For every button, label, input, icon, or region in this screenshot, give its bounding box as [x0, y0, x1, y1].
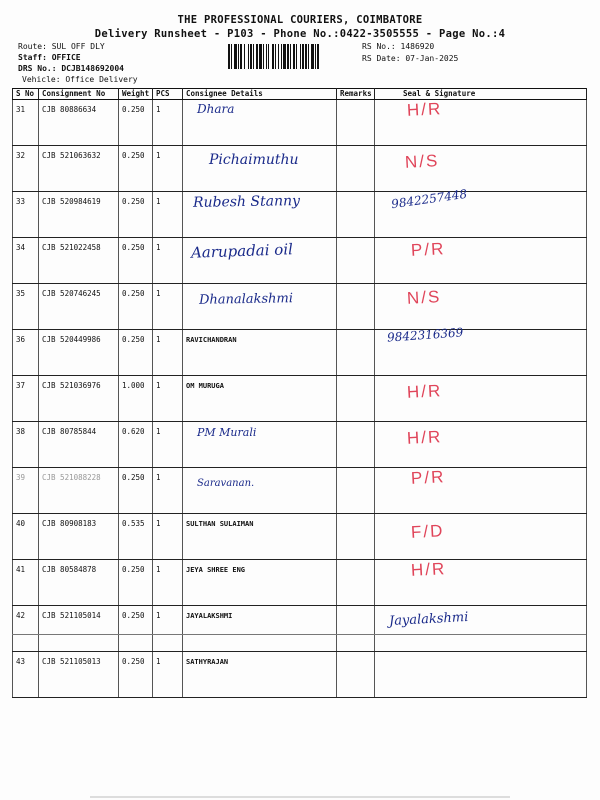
row-seal-signature	[375, 376, 587, 422]
col-sno: S No	[13, 89, 39, 100]
row-remarks	[337, 422, 375, 468]
row-pcs: 1	[153, 238, 183, 284]
row-pcs: 1	[153, 468, 183, 514]
row-sno: 34	[13, 238, 39, 284]
row-consignment-no: CJB 80785844	[39, 422, 119, 468]
row-seal-signature	[375, 606, 587, 652]
delivery-status-mark: F/D	[410, 521, 445, 542]
row-remarks	[337, 284, 375, 330]
row-consignment-no: CJB 521105013	[39, 652, 119, 698]
consignee-name-typed: OM MURUGA	[186, 382, 224, 390]
row-consignment-no: CJB 521088228	[39, 468, 119, 514]
consignee-name-handwritten: Rubesh Stanny	[192, 193, 301, 211]
receiver-signature: 9842316369	[386, 325, 464, 345]
row-consignee-details	[183, 514, 337, 560]
runsheet-table	[12, 88, 587, 698]
consignee-name-handwritten: Dhara	[197, 102, 235, 116]
row-weight: 0.250	[119, 330, 153, 376]
row-weight: 0.250	[119, 238, 153, 284]
row-weight: 0.250	[119, 652, 153, 698]
row-seal-signature	[375, 325, 587, 376]
consignee-name-typed: JAYALAKSHMI	[186, 612, 233, 620]
row-consignment-no: CJB 520984619	[39, 192, 119, 238]
row-consignee-details	[183, 468, 337, 514]
row-remarks	[337, 238, 375, 284]
row-sno: 35	[13, 284, 39, 330]
rs-date: RS Date: 07-Jan-2025	[362, 54, 459, 63]
row-seal-signature	[375, 468, 587, 514]
table-row	[13, 652, 587, 698]
row-consignment-no: CJB 521063632	[39, 146, 119, 192]
delivery-status-mark: H/R	[406, 381, 443, 402]
row-pcs: 1	[153, 284, 183, 330]
row-consignee-details	[183, 560, 337, 606]
row-weight: 0.620	[119, 422, 153, 468]
table-row	[13, 192, 587, 238]
consignee-name-handwritten: Aarupadai oil	[190, 240, 294, 262]
row-seal-signature	[375, 422, 587, 468]
row-pcs: 1	[153, 560, 183, 606]
row-remarks	[337, 514, 375, 560]
row-sno: 32	[13, 146, 39, 192]
row-remarks	[337, 560, 375, 606]
row-weight: 0.250	[119, 284, 153, 330]
row-consignee-details	[183, 192, 337, 238]
row-pcs: 1	[153, 146, 183, 192]
row-pcs: 1	[153, 376, 183, 422]
row-pcs: 1	[153, 330, 183, 376]
row-consignee-details	[183, 238, 337, 284]
row-sno: 39	[13, 468, 39, 514]
row-consignment-no: CJB 80886634	[39, 100, 119, 146]
row-consignee-details	[183, 422, 337, 468]
delivery-status-mark: H/R	[406, 427, 443, 448]
row-sno: 36	[13, 330, 39, 376]
drs-number: DRS No.: DCJB148692004	[18, 64, 124, 73]
row-weight: 0.250	[119, 606, 153, 652]
row-remarks	[337, 468, 375, 514]
row-remarks	[337, 652, 375, 698]
table-row	[13, 238, 587, 284]
receiver-signature: 9842257448	[390, 186, 468, 212]
row-seal-signature	[375, 284, 587, 330]
consignee-name-handwritten: Pichaimuthu	[209, 152, 299, 168]
consignee-name-typed: RAVICHANDRAN	[186, 336, 237, 344]
page-footer-rule	[90, 796, 510, 798]
row-consignment-no: CJB 80584878	[39, 560, 119, 606]
row-pcs: 1	[153, 100, 183, 146]
row-remarks	[337, 606, 375, 652]
row-seal-signature	[375, 560, 587, 606]
row-seal-signature	[375, 146, 587, 192]
table-row	[13, 330, 587, 376]
delivery-status-mark: P/R	[410, 467, 446, 488]
row-pcs: 1	[153, 606, 183, 652]
rs-number: RS No.: 1486920	[362, 42, 435, 51]
consignee-name-typed: SULTHAN SULAIMAN	[186, 520, 254, 528]
row-weight: 0.250	[119, 468, 153, 514]
consignee-name-handwritten: Dhanalakshmi	[198, 291, 294, 308]
col-pcs: PCS	[153, 89, 183, 100]
row-sno: 41	[13, 560, 39, 606]
consignee-name-typed: JEYA SHREE ENG	[186, 566, 246, 574]
row-seal-signature	[375, 514, 587, 560]
row-seal-signature	[375, 186, 587, 238]
col-seal-signature: Seal & Signature	[375, 89, 587, 100]
consignee-name-typed: SATHYRAJAN	[186, 658, 229, 666]
table-row	[13, 376, 587, 422]
row-sno: 40	[13, 514, 39, 560]
row-weight: 1.000	[119, 376, 153, 422]
table-row	[13, 422, 587, 468]
delivery-status-mark: P/R	[410, 239, 446, 260]
row-consignment-no: CJB 520746245	[39, 284, 119, 330]
row-consignee-details	[183, 284, 337, 330]
table-row	[13, 606, 587, 652]
table-row	[13, 146, 587, 192]
row-consignment-no: CJB 521105014	[39, 606, 119, 652]
row-weight: 0.535	[119, 514, 153, 560]
route-label: Route: SUL OFF DLY	[18, 42, 105, 51]
row-consignment-no: CJB 521036976	[39, 376, 119, 422]
row-pcs: 1	[153, 652, 183, 698]
row-seal-signature	[375, 652, 587, 698]
row-weight: 0.250	[119, 100, 153, 146]
row-pcs: 1	[153, 422, 183, 468]
row-remarks	[337, 146, 375, 192]
row-sno: 37	[13, 376, 39, 422]
delivery-status-mark: H/R	[410, 559, 447, 580]
row-consignment-no: CJB 520449986	[39, 330, 119, 376]
table-row	[13, 514, 587, 560]
row-remarks	[337, 376, 375, 422]
receiver-signature: Jayalakshmi	[388, 609, 469, 630]
row-weight: 0.250	[119, 560, 153, 606]
col-consignee: Consignee Details	[183, 89, 337, 100]
row-weight: 0.250	[119, 192, 153, 238]
row-consignment-no: CJB 80908183	[39, 514, 119, 560]
table-row	[13, 284, 587, 330]
row-consignment-no: CJB 521022458	[39, 238, 119, 284]
row-consignee-details	[183, 100, 337, 146]
consignee-name-handwritten: PM Murali	[197, 426, 257, 439]
barcode-icon	[228, 44, 352, 69]
table-row	[13, 468, 587, 514]
row-consignee-details	[183, 606, 337, 652]
delivery-status-mark: N/S	[406, 287, 442, 308]
row-consignee-details	[183, 146, 337, 192]
row-remarks	[337, 100, 375, 146]
runsheet-title: THE PROFESSIONAL COURIERS, COIMBATORE	[177, 14, 423, 26]
staff-label: Staff: OFFICE	[18, 53, 81, 62]
row-seal-signature	[375, 238, 587, 284]
col-weight: Weight	[119, 89, 153, 100]
runsheet-subtitle: Delivery Runsheet - P103 - Phone No.:0422-3505555 - Page No.:4	[94, 28, 506, 40]
table-row	[13, 100, 587, 146]
vehicle-label: Vehicle: Office Delivery	[22, 75, 138, 84]
row-remarks	[337, 192, 375, 238]
row-consignee-details	[183, 330, 337, 376]
row-consignee-details	[183, 376, 337, 422]
delivery-status-mark: H/R	[406, 99, 443, 120]
row-remarks	[337, 330, 375, 376]
row-weight: 0.250	[119, 146, 153, 192]
row-pcs: 1	[153, 192, 183, 238]
row-seal-signature	[375, 100, 587, 146]
row-sno: 43	[13, 652, 39, 698]
table-bottom-rule	[12, 634, 586, 635]
table-header-row	[13, 89, 587, 100]
row-sno: 38	[13, 422, 39, 468]
col-remarks: Remarks	[337, 89, 375, 100]
row-consignee-details	[183, 652, 337, 698]
row-sno: 33	[13, 192, 39, 238]
row-pcs: 1	[153, 514, 183, 560]
row-sno: 31	[13, 100, 39, 146]
table-row	[13, 560, 587, 606]
col-consignment: Consignment No	[39, 89, 119, 100]
row-sno: 42	[13, 606, 39, 652]
consignee-name-handwritten: Saravanan.	[197, 478, 255, 489]
delivery-status-mark: N/S	[404, 151, 440, 172]
